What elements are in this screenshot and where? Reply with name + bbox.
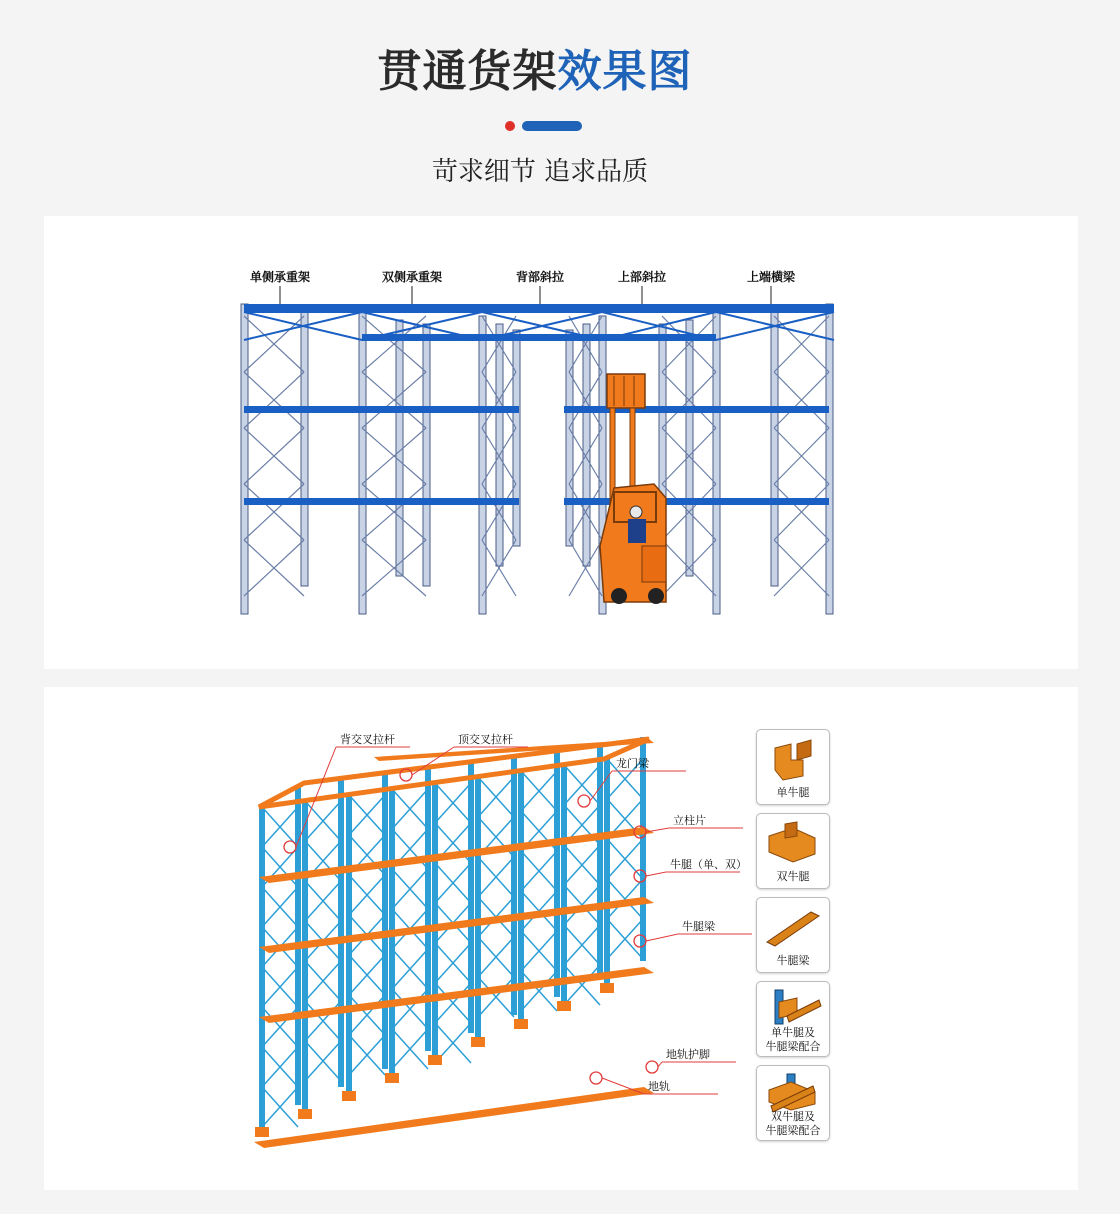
callout-label: 地轨 [648, 1080, 670, 1093]
callout-label: 龙门梁 [616, 757, 649, 770]
title-dark-part: 贯通货架 [377, 46, 558, 97]
part-label: 单牛腿及 牛腿梁配合 [765, 1026, 821, 1053]
upright-column-back [597, 743, 603, 979]
part-label: 双牛腿 [776, 870, 810, 883]
floor-rail-guard [471, 1037, 485, 1047]
part-card-double-corbel [756, 813, 830, 889]
rack-components-diagram-panel [44, 687, 1078, 1190]
part-card-corbel-beam [756, 897, 830, 973]
frame-bracing [478, 777, 514, 1017]
rail-beam [459, 406, 519, 413]
callout-label: 牛腿梁 [682, 920, 715, 933]
rack-components-illustration [44, 687, 1078, 1190]
floor-rail-guard [255, 1127, 269, 1137]
callout [634, 857, 747, 882]
floor-rail-guard [557, 1001, 571, 1011]
rack-upright [301, 308, 308, 586]
frame-bracing [564, 765, 600, 1005]
label-4: 上部斜拉 [617, 270, 667, 284]
upright-column-back [554, 749, 560, 997]
side-frame-bracing [774, 316, 829, 596]
rack-upright [713, 312, 720, 614]
callout-label: 背交叉拉杆 [340, 733, 395, 746]
rack-upright [396, 320, 403, 576]
rack-upright [771, 308, 778, 586]
callout [634, 919, 752, 947]
floor-rail-guard [298, 1109, 312, 1119]
upright-column [302, 801, 308, 1109]
floor-rail-guard [428, 1055, 442, 1065]
callout [634, 813, 743, 838]
callout [646, 1047, 736, 1073]
rack-upright [826, 304, 833, 614]
drive-in-rack-illustration [44, 216, 1078, 669]
floor-rail-guard [514, 1019, 528, 1029]
floor-rail-guard [600, 983, 614, 993]
upright-column [346, 795, 352, 1091]
label-3: 背部斜拉 [515, 270, 565, 284]
callout-label: 顶交叉拉杆 [458, 733, 513, 746]
part-card-single-corbel [756, 729, 830, 805]
label-5: 上端横梁 [746, 270, 796, 284]
part-card-single-corbel-with-beam [756, 981, 830, 1057]
frame-bracing [521, 771, 557, 1011]
upright-column-back [382, 773, 388, 1069]
label-1: 单侧承重架 [249, 270, 311, 284]
rail-beam [716, 498, 829, 505]
rack-upright [583, 324, 590, 566]
part-label: 双牛腿及 牛腿梁配合 [765, 1110, 821, 1137]
label-2: 双侧承重架 [381, 270, 443, 284]
side-frame-bracing [362, 316, 426, 596]
rack-upright [359, 312, 366, 614]
drive-in-rack-diagram-panel [44, 216, 1078, 669]
floor-rail-guard [342, 1091, 356, 1101]
callout-label: 地轨护脚 [666, 1048, 710, 1061]
frame-bracing [262, 807, 298, 1127]
rack-upright [513, 330, 520, 546]
decor-blue-bar [522, 121, 582, 131]
floor-rail [254, 1087, 654, 1148]
rack-upright [686, 320, 693, 576]
rack-upright [423, 324, 430, 586]
page-title [0, 40, 1070, 104]
top-beam [244, 304, 834, 313]
rail-beam [716, 406, 829, 413]
rack-upright [566, 330, 573, 546]
part-label: 单牛腿 [776, 786, 810, 799]
rack-upright [496, 324, 503, 566]
callout-label: 立柱片 [673, 814, 706, 827]
rack-upright [479, 316, 486, 614]
callout-label: 牛腿（单、双） [670, 858, 747, 871]
callout [590, 1072, 718, 1094]
frame-bracing [607, 759, 643, 959]
rack-upright [241, 304, 248, 614]
floor-rail-guard [385, 1073, 399, 1083]
page-subtitle: 苛求细节 追求品质 [431, 157, 649, 187]
top-beam-inner [362, 334, 716, 341]
title-blue-part: 效果图 [557, 46, 693, 97]
gantry-beam [259, 739, 649, 807]
decor-red-dot [505, 121, 515, 131]
rail-beam [459, 498, 519, 505]
part-card-double-corbel-with-beam [756, 1065, 830, 1141]
upright-column [604, 759, 610, 983]
side-frame-bracing [244, 316, 304, 596]
part-label: 牛腿梁 [776, 954, 810, 967]
